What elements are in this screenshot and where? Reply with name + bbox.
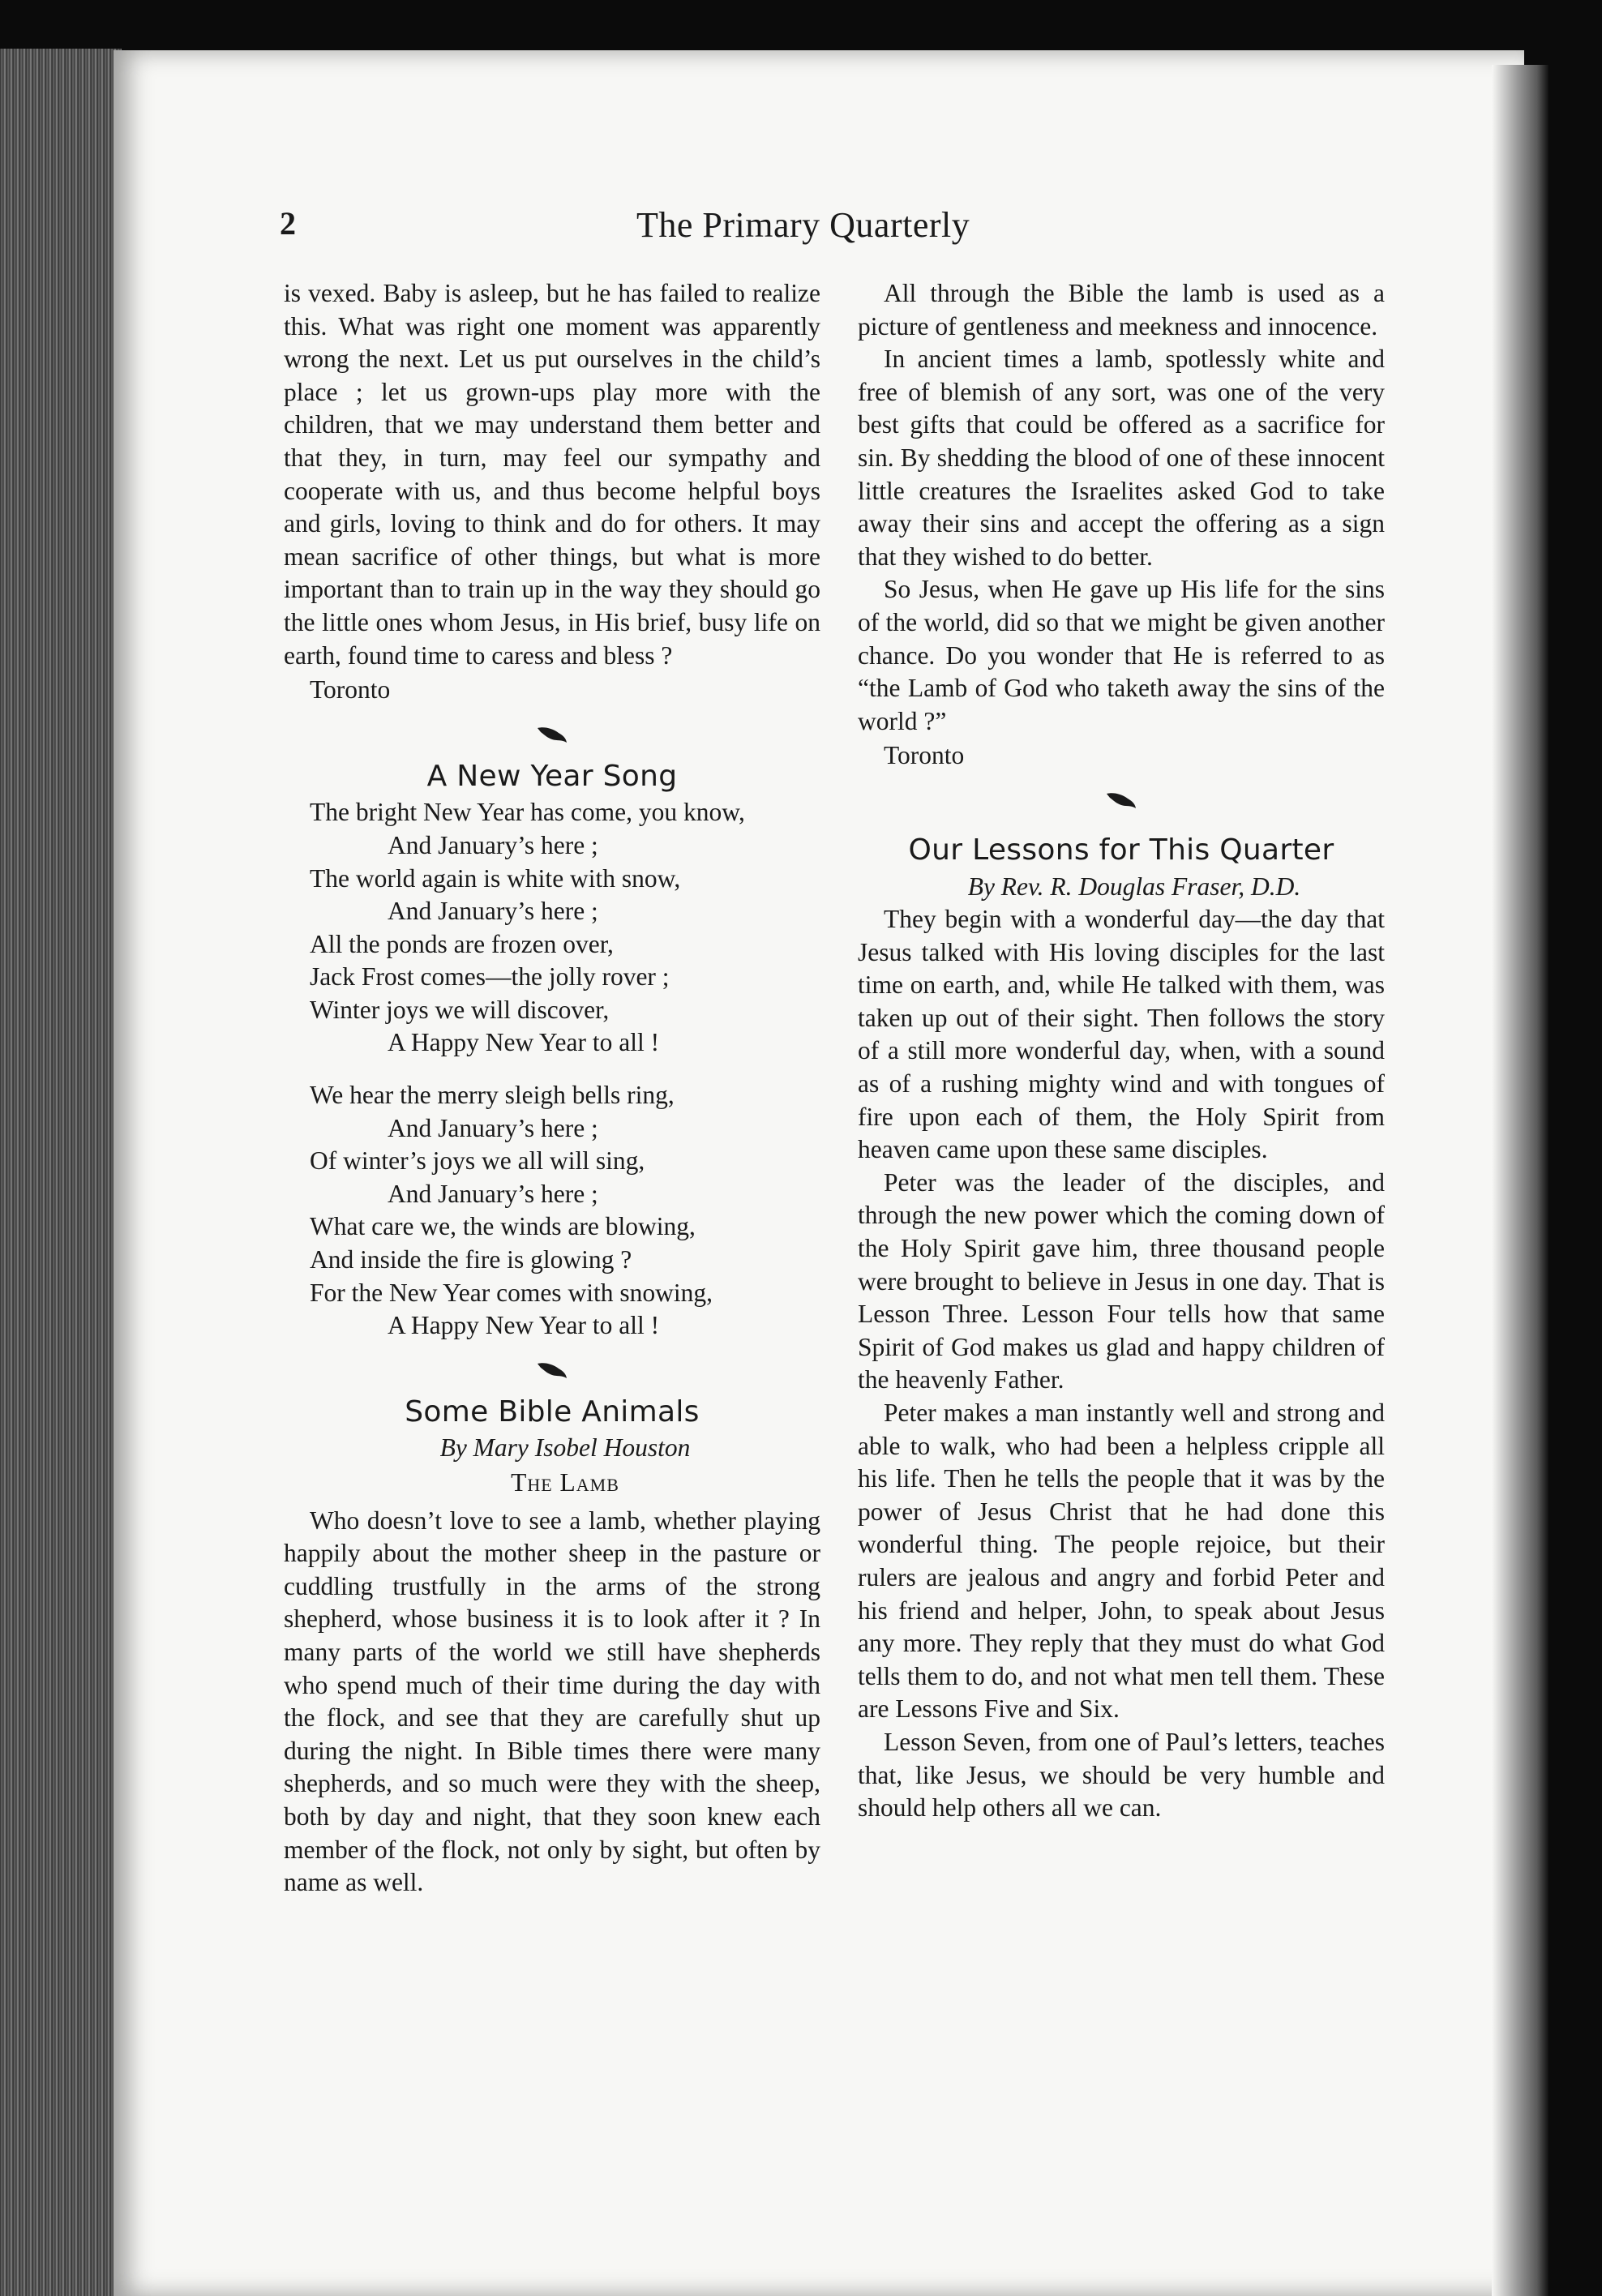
animals-paragraph: Who doesn’t love to see a lamb, whether playing happily about the mother sheep in the pasture or cuddling trustfully in the arms of the strong shepherd, whose business it is to look after it ? In many parts of the world we still have shepherds who spend much of their time during the day with the flock, and see that they are carefully shut up during the night. In Bible times there were many shepherds, and so much were they with the sheep, both by day and night, that they soon knew each member of the flock, not only by sight, but often by name as well. xyxy=(284,1506,820,1897)
poem-stanza-2 xyxy=(310,1079,820,1343)
animals-title: Some Bible Animals xyxy=(405,1394,700,1429)
poem-line: The world again is white with snow, xyxy=(310,863,681,893)
page-curl-shadow xyxy=(1492,65,1548,2296)
lessons-byline: By Rev. R. Douglas Fraser, D.D. xyxy=(967,872,1301,901)
leaf-ornament-icon xyxy=(858,787,1385,820)
lessons-title: Our Lessons for This Quarter xyxy=(908,833,1334,867)
poem-line: The bright New Year has come, you know, xyxy=(310,798,745,827)
page-header xyxy=(280,204,1386,261)
poem-line: A Happy New Year to all ! xyxy=(388,1028,660,1057)
lessons-paragraph: Peter was the leader of the disciples, and through the new power which the coming down of the Holy Spirit gave him, three thousand people were brought to believe in Jesus in one day. That is Lesson Three. Lesson Four tells how that same Spirit of God makes us glad and happy children of the heavenly Father. xyxy=(858,1167,1385,1394)
signature: Toronto xyxy=(310,675,391,705)
poem-line: We hear the merry sleigh bells ring, xyxy=(310,1081,675,1110)
poem-line: And January’s here ; xyxy=(388,897,598,926)
poem-line: Of winter’s joys we all will sing, xyxy=(310,1146,645,1176)
poem-line: Winter joys we will discover, xyxy=(310,995,610,1024)
right-column xyxy=(858,277,1385,1825)
poem-line: For the New Year comes with snowing, xyxy=(310,1278,713,1307)
lamb-paragraph: All through the Bible the lamb is used as a picture of gentleness and meekness and innocence. xyxy=(858,279,1385,341)
intro-paragraph: is vexed. Baby is asleep, but he has failed to realize this. What was right one moment was apparently wrong the next. Let us put ourselves in the child’s place ; let us grown-ups play more with the children, that we may understand them better and that they, in turn, may feel our sympathy and cooperate with us, and thus become helpful boys and girls, loving to think and do for others. It may mean sacrifice of other things, but what is more important than to train up in the way they should go the little ones whom Jesus, in His brief, busy life on earth, found time to caress and bless ? xyxy=(284,279,820,670)
poem-line: And inside the fire is glowing ? xyxy=(310,1245,632,1274)
lessons-paragraph: Lesson Seven, from one of Paul’s letters, teaches that, like Jesus, we should be very humble and should help others all we can. xyxy=(858,1727,1385,1823)
lamb-paragraph: So Jesus, when He gave up His life for the sins of the world, did so that we might be given another chance. Do you wonder that He is referred to as “the Lamb of God who taketh away the sins of the world ?” xyxy=(858,575,1385,735)
running-title: The Primary Quarterly xyxy=(636,205,970,245)
animals-subhead: The Lamb xyxy=(511,1468,619,1497)
song-title: A New Year Song xyxy=(426,759,678,793)
poem-line: And January’s here ; xyxy=(388,830,598,859)
poem-line: All the ponds are frozen over, xyxy=(310,929,614,958)
poem-line: Jack Frost comes—the jolly rover ; xyxy=(310,962,670,992)
lamb-paragraph: In ancient times a lamb, spotlessly white and free of blemish of any sort, was one of the very best gifts that could be offered as a sacrifice for sin. By shedding the blood of one of these innocent little creatures the Israelites asked God to take away their sins and accept the offering as a sign that they wished to do better. xyxy=(858,345,1385,571)
poem-line: What care we, the winds are blowing, xyxy=(310,1212,696,1241)
animals-byline: By Mary Isobel Houston xyxy=(439,1433,691,1463)
leaf-ornament-icon xyxy=(284,722,820,754)
page-number: 2 xyxy=(280,205,296,242)
lessons-paragraph: They begin with a wonderful day—the day that Jesus talked with His loving disciples for the last time on earth, and, while He talked with them, was taken up out of their sight. Then follows the story of a still more wonderful day, when, with a sound as of a rushing mighty wind and with tongues of fire upon each of them, the Holy Spirit from heaven came upon these same disciples. xyxy=(858,905,1385,1164)
signature: Toronto xyxy=(884,741,965,770)
book-page-edges xyxy=(0,49,122,2296)
lessons-paragraph: Peter makes a man instantly well and strong and able to walk, who had been a helpless cripple all his life. Then he tells the people that it was by the power of Jesus Christ that he had done this wonderful thing. The people rejoice, but their rulers are jealous and angry and forbid Peter and his friend and helper, John, to speak about Jesus any more. They reply that they must do what God tells them to do, and not what men tell them. These are Lessons Five and Six. xyxy=(858,1399,1385,1724)
left-column xyxy=(284,277,820,1900)
poem-line: A Happy New Year to all ! xyxy=(388,1311,660,1340)
leaf-ornament-icon xyxy=(284,1357,820,1390)
poem-stanza-1 xyxy=(310,796,820,1060)
poem-line: And January’s here ; xyxy=(388,1113,598,1142)
poem-line: And January’s here ; xyxy=(388,1179,598,1208)
